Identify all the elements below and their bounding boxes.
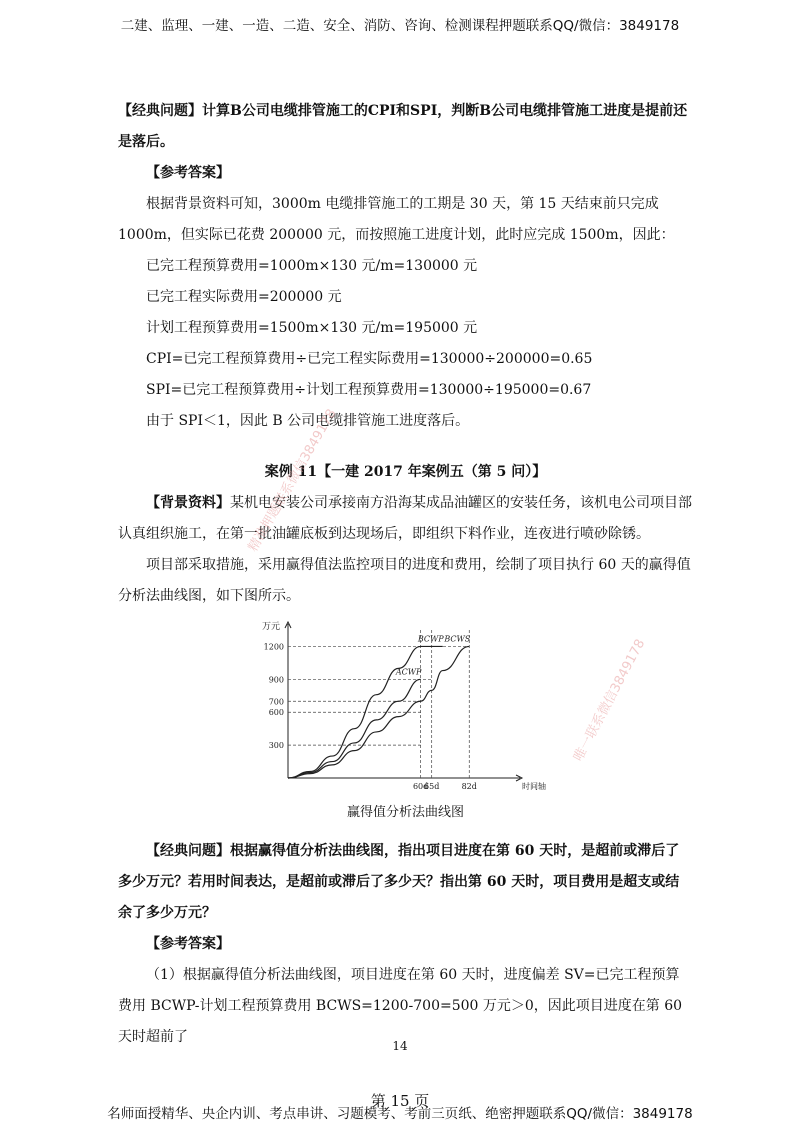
background-label: 【背景资料】 bbox=[146, 495, 230, 511]
page-number: 14 bbox=[392, 1039, 408, 1053]
page-label: 第 15 页 bbox=[370, 1092, 430, 1110]
x-tick-label: 65d bbox=[424, 782, 440, 791]
y-axis-label: 万元 bbox=[261, 622, 280, 632]
x-tick-label: 60d bbox=[412, 782, 429, 791]
x-tick-label: 82d bbox=[461, 782, 477, 791]
chart-svg bbox=[248, 618, 548, 798]
page-footer: 名师面授精华、央企内训、考点串讲、习题模考、考前三页纸、绝密押题联系QQ/微信：3849178 bbox=[107, 1106, 693, 1122]
page-header: 二建、监理、一建、一造、二造、安全、消防、咨询、检测课程押题联系QQ/微信：3849178 bbox=[120, 18, 680, 34]
y-tick-label: 1200 bbox=[263, 642, 284, 652]
question-2 bbox=[118, 836, 693, 929]
question-text: 根据赢得值分析法曲线图，指出项目进度在第 60 天时，是超前或滞后了多少万元？若用时间表达，是超前或滞后了多少天？指出第 60 天时，项目费用是超支或结余了多少万元？ bbox=[118, 843, 680, 921]
document-body bbox=[118, 96, 693, 1053]
y-tick-label: 600 bbox=[268, 708, 284, 718]
answer-text: （1）根据赢得值分析法曲线图，项目进度在第 60 天时，进度偏差 SV=已完工程预算费用 BCWP-计划工程预算费用 BCWS=1200-700=500 万元＞0，因此项目进度在第 60 天时超前了 bbox=[118, 967, 683, 1045]
question-1 bbox=[118, 96, 693, 158]
calc-line: 由于 SPI＜1，因此 B 公司电缆排管施工进度落后。 bbox=[146, 413, 470, 429]
calc-line: CPI=已完工程预算费用÷已完工程实际费用=130000÷200000=0.65 bbox=[146, 351, 593, 367]
background-text: 某机电安装公司承接南方沿海某成品油罐区的安装任务，该机电公司项目部认真组织施工，在第一批油罐底板到达现场后，即组织下料作业，连夜进行喷砂除锈。 bbox=[118, 495, 692, 542]
question-text: 计算B公司电缆排管施工的CPI和SPI，判断B公司电缆排管施工进度是提前还是落后。 bbox=[118, 103, 688, 150]
earned-value-chart bbox=[248, 618, 548, 798]
series-label-bcws: BCWS bbox=[444, 634, 471, 644]
question-label: 【经典问题】 bbox=[118, 103, 202, 119]
answer-label: 【参考答案】 bbox=[146, 165, 230, 181]
watermark: 精准押题联系微信3849178 bbox=[245, 406, 340, 555]
answer-label: 【参考答案】 bbox=[146, 936, 230, 952]
calc-line: SPI=已完工程预算费用÷计划工程预算费用=130000÷195000=0.67 bbox=[146, 382, 592, 398]
y-tick-label: 700 bbox=[268, 697, 284, 707]
y-tick-label: 900 bbox=[268, 675, 284, 685]
series-label-acwp: ACWP bbox=[395, 667, 422, 677]
calc-line: 已完工程实际费用=200000 元 bbox=[146, 289, 342, 305]
x-axis-label: 时间轴 bbox=[522, 782, 546, 791]
background bbox=[118, 488, 693, 550]
answer-intro: 根据背景资料可知，3000m 电缆排管施工的工期是 30 天，第 15 天结束前只完成 1000m，但实际已花费 200000 元，而按照施工进度计划，此时应完成 1500m，因此： bbox=[118, 196, 675, 243]
watermark: 唯一联系微信3849178 bbox=[571, 636, 649, 764]
background-text-2: 项目部采取措施，采用赢得值法监控项目的进度和费用，绘制了项目执行 60 天的赢得值分析法曲线图，如下图所示。 bbox=[118, 557, 691, 604]
series-label-bcwp: BCWP bbox=[417, 634, 444, 644]
calc-line: 已完工程预算费用=1000m×130 元/m=130000 元 bbox=[146, 258, 478, 274]
figure-caption: 赢得值分析法曲线图 bbox=[346, 805, 464, 820]
calc-line: 计划工程预算费用=1500m×130 元/m=195000 元 bbox=[146, 320, 478, 336]
case-title: 案例 11【一建 2017 年案例五（第 5 问）】 bbox=[264, 464, 547, 480]
question-label: 【经典问题】 bbox=[146, 843, 230, 859]
y-tick-label: 300 bbox=[268, 741, 284, 751]
